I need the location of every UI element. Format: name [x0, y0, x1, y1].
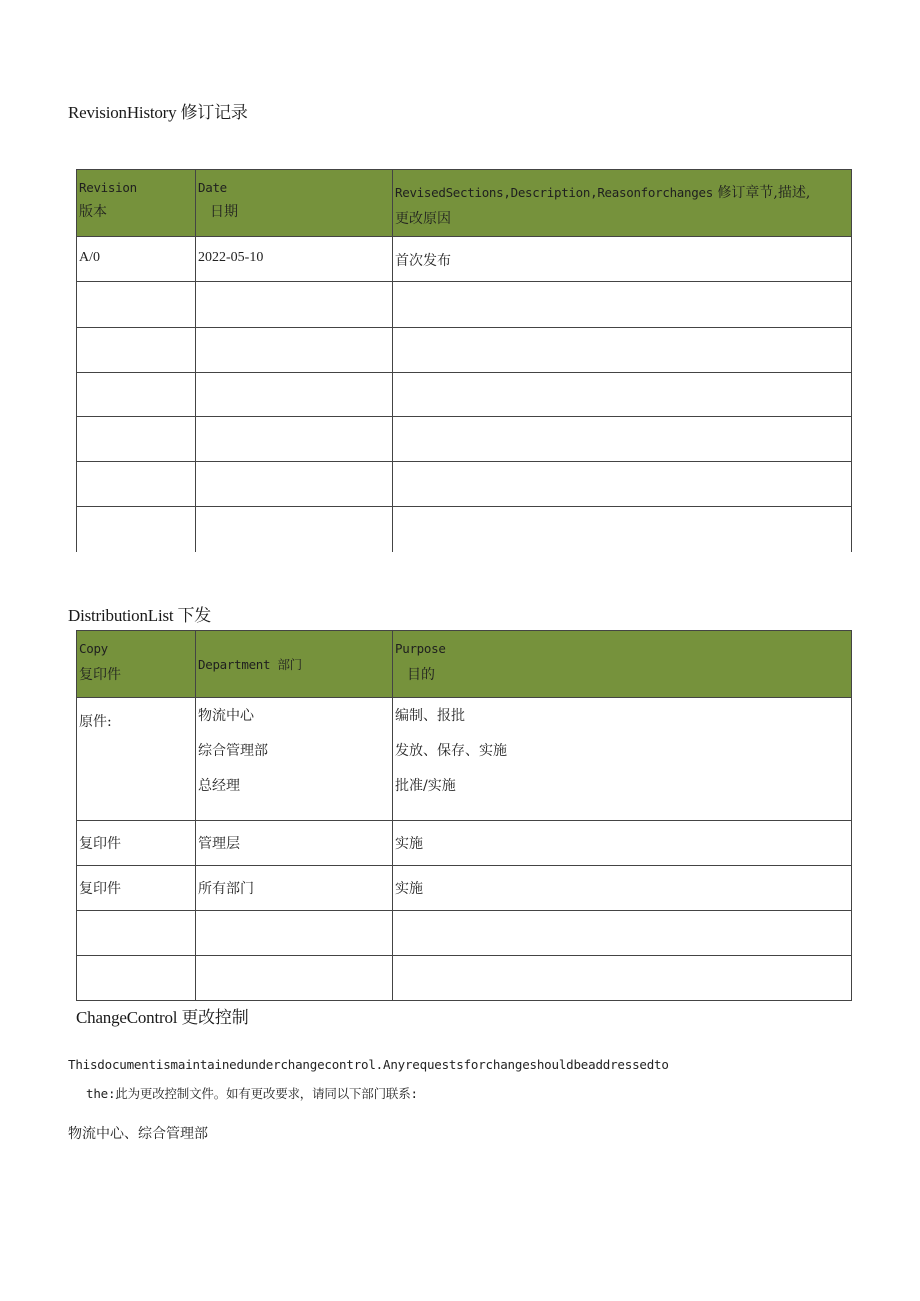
- purpose-header-cell: [393, 631, 852, 698]
- department-header-cell: [196, 631, 393, 698]
- change-control-departments: 物流中心、综合管理部: [68, 1126, 208, 1142]
- table-row: [77, 507, 852, 552]
- department-value: 管理层: [196, 821, 393, 866]
- department-cell: [196, 698, 393, 821]
- department-value: 所有部门: [196, 866, 393, 911]
- revision-history-table: [76, 169, 852, 552]
- revision-header-en: Revision: [79, 180, 137, 195]
- table-row: [77, 237, 852, 282]
- date-value: 2022-05-10: [198, 250, 264, 265]
- department-value: 物流中心: [198, 708, 254, 724]
- table-row: [77, 911, 852, 956]
- revision-header-row: [77, 170, 852, 237]
- table-row: [77, 282, 852, 328]
- date-cell: [196, 237, 393, 282]
- copy-cell: [77, 698, 196, 821]
- table-row: [77, 462, 852, 507]
- purpose-value: 发放、保存、实施: [395, 743, 507, 759]
- revision-header-cell: [77, 170, 196, 237]
- table-row: [77, 821, 852, 866]
- department-header: Department 部门: [198, 657, 302, 672]
- purpose-value: 编制、报批: [395, 708, 465, 724]
- table-row: [77, 956, 852, 1001]
- distribution-header-row: [77, 631, 852, 698]
- purpose-value: 批准/实施: [395, 778, 456, 794]
- purpose-value: 实施: [393, 866, 852, 911]
- revision-history-title: RevisionHistory 修订记录: [68, 103, 248, 122]
- purpose-header-en: Purpose: [395, 641, 446, 656]
- table-row: [77, 373, 852, 417]
- table-row: [77, 328, 852, 373]
- change-control-paragraph-line1: Thisdocumentismaintainedunderchangecontrol.Anyrequestsforchangeshouldbeaddressedto: [68, 1057, 669, 1072]
- change-control-paragraph-line2: the:此为更改控制文件。如有更改要求，请同以下部门联系:: [86, 1086, 418, 1101]
- copy-value: 复印件: [77, 866, 196, 911]
- sections-header-cell: [393, 170, 852, 237]
- purpose-value: 实施: [393, 821, 852, 866]
- table-row: [77, 417, 852, 462]
- change-control-title: ChangeControl 更改控制: [76, 1008, 249, 1027]
- department-value: 综合管理部: [198, 743, 268, 759]
- table-row: [77, 698, 852, 821]
- copy-value: 复印件: [77, 821, 196, 866]
- copy-header-cell: [77, 631, 196, 698]
- description-value: 首次发布: [395, 253, 451, 269]
- copy-header-en: Copy: [79, 641, 108, 656]
- sections-header-zh-2: 更改原因: [395, 211, 451, 227]
- date-header-en: Date: [198, 180, 227, 195]
- date-header-cell: [196, 170, 393, 237]
- copy-header-zh: 复印件: [79, 667, 121, 683]
- date-header-zh: 日期: [210, 204, 238, 220]
- table-row: [77, 866, 852, 911]
- revision-value: A/0: [79, 250, 100, 265]
- revision-header-zh: 版本: [79, 204, 107, 220]
- distribution-list-title: DistributionList 下发: [68, 606, 212, 625]
- sections-header-en: RevisedSections,Description,Reasonforchanges: [395, 185, 713, 200]
- description-cell: [393, 237, 852, 282]
- copy-value: 原件:: [79, 714, 112, 730]
- distribution-list-table: [76, 630, 852, 1001]
- department-value: 总经理: [198, 778, 240, 794]
- revision-cell: [77, 237, 196, 282]
- purpose-cell: [393, 698, 852, 821]
- sections-header-zh-1: 修订章节,描述,: [717, 185, 811, 201]
- purpose-header-zh: 目的: [407, 667, 435, 683]
